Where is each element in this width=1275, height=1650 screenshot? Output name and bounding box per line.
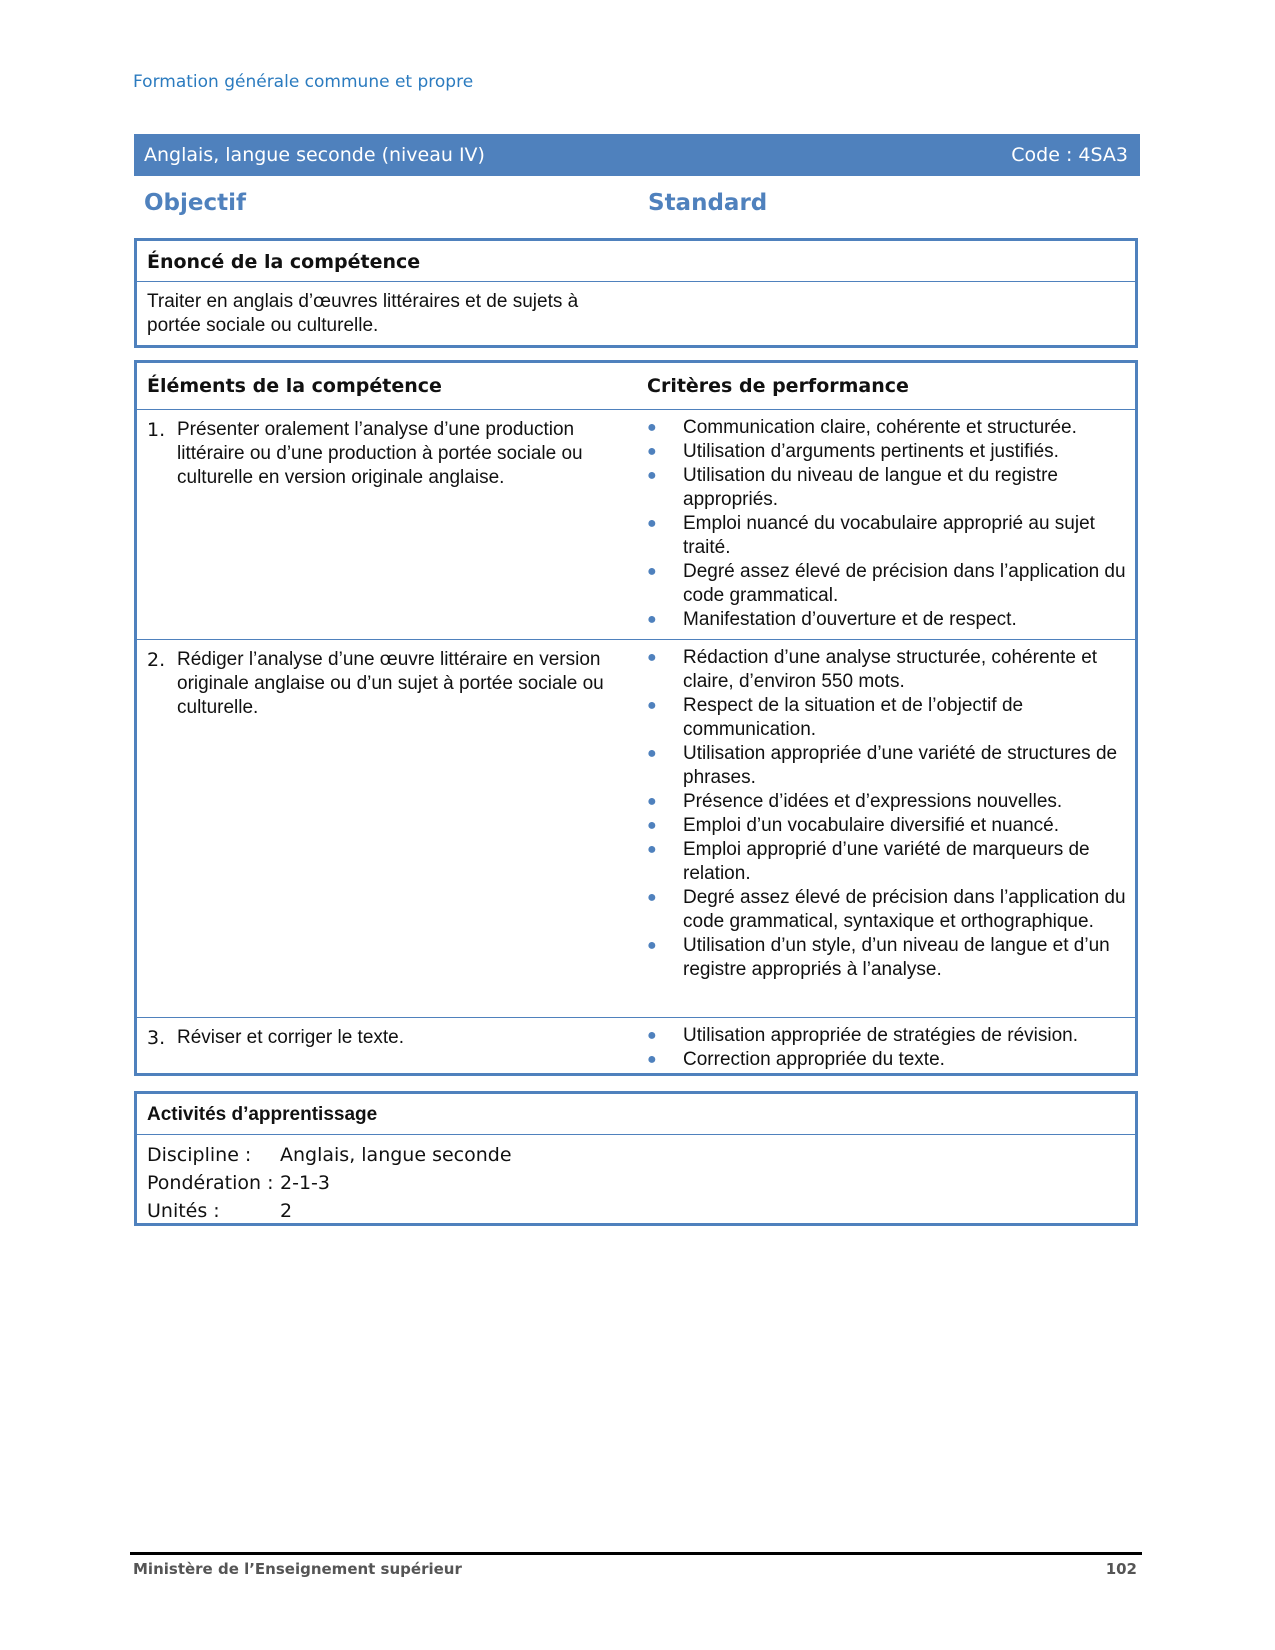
critere-item <box>647 512 1127 560</box>
critere-item <box>647 440 1127 464</box>
section-label: Formation générale commune et propre <box>133 72 474 92</box>
col-criteres-header: Critères de performance <box>647 375 909 397</box>
enonce-heading: Énoncé de la compétence <box>137 241 1135 282</box>
critere-text: Utilisation appropriée d’une variété de structures de phrases. <box>683 743 1118 788</box>
critere-item <box>647 1024 1127 1048</box>
critere-item <box>647 646 1127 694</box>
footer-publisher: Ministère de l’Enseignement supérieur <box>133 1560 462 1578</box>
bullet-icon: ● <box>647 745 657 762</box>
bullet-icon: ● <box>647 563 657 580</box>
table-row <box>137 1018 1135 1076</box>
table-row <box>137 640 1135 1018</box>
unites-value: 2 <box>280 1200 293 1222</box>
criteres-cell <box>635 1018 1135 1076</box>
enonce-text: Traiter en anglais d’œuvres littéraires et de sujets à portée sociale ou culturelle. <box>147 291 579 336</box>
critere-text: Utilisation du niveau de langue et du registre appropriés. <box>683 465 1058 510</box>
critere-item <box>647 694 1127 742</box>
critere-text: Correction appropriée du texte. <box>683 1049 945 1070</box>
element-cell <box>137 410 635 639</box>
critere-text: Manifestation d’ouverture et de respect. <box>683 609 1017 630</box>
critere-text: Utilisation appropriée de stratégies de révision. <box>683 1025 1078 1046</box>
bullet-icon: ● <box>647 443 657 460</box>
bullet-icon: ● <box>647 817 657 834</box>
critere-text: Respect de la situation et de l’objectif de communication. <box>683 695 1024 740</box>
criteres-cell <box>635 640 1135 1017</box>
element-cell <box>137 640 635 1017</box>
critere-text: Utilisation d’arguments pertinents et justifiés. <box>683 441 1059 462</box>
element-number: 3. <box>147 1027 166 1049</box>
unites-label: Unités : <box>147 1200 220 1222</box>
course-title-bar <box>134 134 1140 176</box>
element-text: Réviser et corriger le texte. <box>177 1027 405 1048</box>
critere-text: Emploi nuancé du vocabulaire approprié au sujet traité. <box>683 513 1095 558</box>
critere-item <box>647 608 1127 632</box>
unites-row <box>147 1197 1125 1225</box>
critere-item <box>647 814 1127 838</box>
critere-item <box>647 416 1127 440</box>
bullet-icon: ● <box>647 697 657 714</box>
ponderation-row <box>147 1169 1125 1197</box>
activites-box <box>134 1091 1138 1226</box>
footer-page-number: 102 <box>1105 1560 1137 1578</box>
course-title: Anglais, langue seconde (niveau IV) <box>144 144 485 166</box>
critere-text: Utilisation d’un style, d’un niveau de langue et d’un registre appropriés à l’analyse. <box>683 935 1110 980</box>
element-cell <box>137 1018 635 1076</box>
objectif-heading: Objectif <box>144 190 247 216</box>
ponderation-label: Pondération : <box>147 1172 274 1194</box>
discipline-value: Anglais, langue seconde <box>280 1144 512 1166</box>
col-elements-header: Éléments de la compétence <box>147 375 442 397</box>
discipline-row <box>147 1141 1125 1169</box>
criteres-cell <box>635 410 1135 639</box>
critere-text: Communication claire, cohérente et structurée. <box>683 417 1077 438</box>
bullet-icon: ● <box>647 1051 657 1068</box>
element-number: 1. <box>147 419 166 441</box>
critere-text: Degré assez élevé de précision dans l’application du code grammatical. <box>683 561 1126 606</box>
bullet-icon: ● <box>647 793 657 810</box>
elements-table-header <box>137 363 1135 410</box>
elements-table <box>134 360 1138 1076</box>
element-text: Rédiger l’analyse d’une œuvre littéraire en version originale anglaise ou d’un sujet à portée sociale ou culturelle. <box>177 649 604 718</box>
standard-heading: Standard <box>648 190 768 216</box>
ponderation-value: 2-1-3 <box>280 1172 330 1194</box>
bullet-icon: ● <box>647 467 657 484</box>
footer-divider <box>130 1552 1142 1555</box>
bullet-icon: ● <box>647 1027 657 1044</box>
critere-text: Emploi d’un vocabulaire diversifié et nuancé. <box>683 815 1059 836</box>
discipline-label: Discipline : <box>147 1144 252 1166</box>
critere-item <box>647 1048 1127 1072</box>
critere-item <box>647 560 1127 608</box>
critere-item <box>647 464 1127 512</box>
critere-item <box>647 886 1127 934</box>
course-code: Code : 4SA3 <box>1011 144 1128 166</box>
critere-item <box>647 838 1127 886</box>
critere-text: Emploi approprié d’une variété de marqueurs de relation. <box>683 839 1090 884</box>
critere-item <box>647 742 1127 790</box>
critere-item <box>647 790 1127 814</box>
element-text: Présenter oralement l’analyse d’une production littéraire ou d’une production à portée sociale ou culturelle en version originale anglaise. <box>177 419 583 488</box>
bullet-icon: ● <box>647 515 657 532</box>
enonce-box <box>134 238 1138 348</box>
element-number: 2. <box>147 649 166 671</box>
critere-text: Degré assez élevé de précision dans l’application du code grammatical, syntaxique et orthographique. <box>683 887 1126 932</box>
activites-heading: Activités d’apprentissage <box>137 1094 1135 1135</box>
bullet-icon: ● <box>647 649 657 666</box>
bullet-icon: ● <box>647 419 657 436</box>
bullet-icon: ● <box>647 841 657 858</box>
bullet-icon: ● <box>647 611 657 628</box>
critere-text: Présence d’idées et d’expressions nouvelles. <box>683 791 1063 812</box>
bullet-icon: ● <box>647 937 657 954</box>
table-row <box>137 410 1135 640</box>
critere-text: Rédaction d’une analyse structurée, cohérente et claire, d’environ 550 mots. <box>683 647 1098 692</box>
critere-item <box>647 934 1127 982</box>
bullet-icon: ● <box>647 889 657 906</box>
activites-details <box>137 1135 1135 1231</box>
